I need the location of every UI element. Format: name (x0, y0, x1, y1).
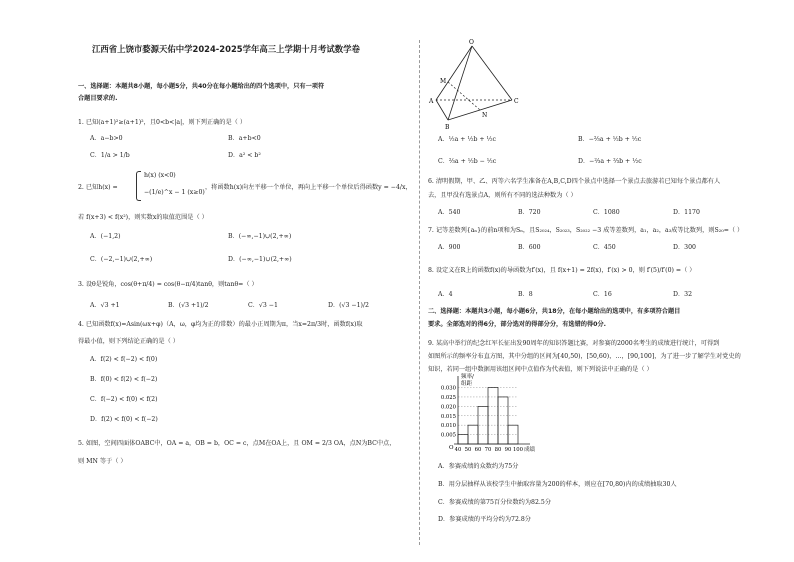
label-c: C (514, 98, 519, 105)
x-axis-label: 成绩 (524, 447, 536, 453)
label-m: M (440, 78, 447, 85)
column-divider (419, 40, 420, 545)
q6-option-c[interactable]: C．1080 (593, 209, 620, 216)
q4-option-b[interactable]: B．f(0) < f(2) < f(−2) (90, 376, 158, 383)
q9-line3: 知识，若同一组中数据用该组区间中点值作为代表值，则下列说法中正确的是（ ） (428, 366, 653, 373)
q7-stem: 7. 记等差数列{aₙ}的前n项和为Sₙ，且S₂₀₂₄，S₂₀₂₃，S₂₀₂₂ −3 成等差数列，a₁，a₂，a₃成等比数列，则S₂₀=（ ） (428, 227, 744, 234)
right-column (428, 0, 748, 562)
q3-option-b[interactable]: B．(√3 +1)/2 (168, 302, 209, 309)
q6-option-b[interactable]: B．720 (518, 209, 541, 216)
section2-heading-line1: 二、选择题：本题共3小题，每小题6分，共18分，在每小题给出的选项中，有多项符合题目 (428, 308, 681, 315)
tetrahedron-figure (428, 38, 528, 134)
q7-option-d[interactable]: D．300 (673, 244, 696, 251)
origin-label: O (449, 445, 454, 451)
q5-option-d[interactable]: D．−⅔a + ⅔b + ½c (578, 158, 642, 165)
q2-post: ，将函数h(x)向左平移一个单位，再向上平移一个单位后得函数y = −4/x， (205, 184, 412, 191)
x-tick-label: 80 (494, 447, 502, 453)
y-axis-label: 频率/ (461, 374, 474, 380)
label-b: B (445, 124, 450, 131)
section1-heading-line1: 一、选择题：本题共8小题，每小题5分，共40分在每小题给出的四个选项中，只有一项符 (78, 83, 325, 90)
q4-line2: 得最小值，则下列结论正确的是（ ） (78, 338, 179, 345)
q8-option-b[interactable]: B．8 (518, 291, 533, 298)
q9-line1: 9. 某高中举行的纪念红军长征出发90周年的知识答题比赛，对参赛的2000名考生的成绩进行统计，可得到 (428, 340, 720, 347)
x-tick-label: 70 (484, 447, 492, 453)
q4-line1: 4. 已知函数f(x)=Asin(ωx+φ)（A，ω，φ均为正的常数）的最小正周期为π，当x=2π/3时，函数f(x)取 (78, 321, 363, 328)
q6-line1: 6. 清明假期，甲、乙、丙等六名学生准备在A,B,C,D四个景点中选择一个景点去旅游若已知每个景点都有人 (428, 178, 721, 185)
histogram-bar (498, 397, 508, 444)
q5-option-c[interactable]: C．⅔a + ½b − ½c (438, 158, 497, 165)
q4-option-c[interactable]: C．f(−2) < f(0) < f(2) (90, 396, 158, 403)
q2-brace (136, 171, 141, 201)
q6-line2: 去，且甲没有选景点A，则所有不同的选法种数为（ ） (428, 192, 577, 199)
q2-piece2: −(1/e)^x − 1 (x≥0) (144, 189, 205, 196)
page-title: 江西省上饶市婺源天佑中学2024-2025学年高三上学期十月考试数学卷 (92, 44, 360, 54)
q4-option-a[interactable]: A．f(2) < f(−2) < f(0) (90, 356, 158, 363)
x-tick-label: 50 (464, 447, 472, 453)
q7-option-b[interactable]: B．600 (518, 244, 541, 251)
q2-option-b[interactable]: B．(−∞,−1)∪(2,+∞) (228, 233, 292, 240)
q1-option-b[interactable]: B．a+b<0 (228, 135, 261, 142)
q1-option-c[interactable]: C．1/a > 1/b (90, 152, 130, 159)
q5-line1: 5. 如图，空间四面体OABC中，OA = a，OB = b，OC = c，点M在OA上，且 OM = 2/3 OA，点N为BC中点， (78, 440, 396, 447)
q7-option-c[interactable]: C．450 (593, 244, 616, 251)
x-tick-label: 60 (474, 447, 482, 453)
edge-oc (472, 46, 512, 100)
q8-option-c[interactable]: C．16 (593, 291, 612, 298)
q6-option-a[interactable]: A．540 (438, 209, 461, 216)
q9-option-a[interactable]: A．参赛成绩的众数约为75分 (438, 463, 519, 470)
y-tick-label: 0.005 (440, 432, 456, 439)
label-o: O (469, 39, 474, 46)
y-tick-label: 0.015 (440, 413, 456, 420)
q9-line2: 如图所示的频率分布直方图，其中分组的区间为[40,50)，[50,60)，…，[90,100]，为了进一步了解学生对党史的 (428, 353, 741, 360)
edge-ob (448, 46, 472, 120)
q1-option-d[interactable]: D．a² < b² (228, 152, 261, 159)
x-tick-labels (455, 447, 524, 453)
q2-line2: 若 f(x+3) < f(x²)，则实数x的取值范围是（ ） (78, 214, 208, 221)
y-tick-label: 0.010 (440, 423, 456, 430)
left-column (78, 0, 414, 562)
q8-option-a[interactable]: A．4 (438, 291, 453, 298)
edge-oa (436, 46, 472, 100)
q2-option-c[interactable]: C．(−2,−1)∪(2,+∞) (90, 256, 153, 263)
q8-option-d[interactable]: D．32 (673, 291, 693, 298)
y-tick-labels (441, 386, 457, 439)
y-axis-label-2: 组距 (461, 381, 473, 387)
x-tick-label: 100 (512, 447, 524, 453)
section1-heading-line2: 合题目要求的. (78, 95, 118, 102)
x-tick-label: 40 (454, 447, 462, 453)
x-tick-label: 90 (504, 447, 512, 453)
q3-option-d[interactable]: D．(√3 −1)/2 (328, 302, 369, 309)
q3-option-a[interactable]: A．√3 +1 (90, 302, 120, 309)
y-tick-label: 0.025 (440, 394, 456, 401)
q2-piece1: h(x) (x<0) (144, 172, 176, 179)
q1-stem: 1. 已知(a+1)²≥(a+1)²，且0<b<|a|，则下列正确的是（ ） (78, 119, 247, 126)
q9-option-d[interactable]: D．参赛成绩的平均分约为72.8分 (438, 516, 531, 523)
q9-option-c[interactable]: C．参赛成绩的第75百分位数约为82.5分 (438, 499, 552, 506)
y-tick-label: 0.020 (440, 404, 456, 411)
histogram-bar (458, 435, 468, 444)
q6-option-d[interactable]: D．1170 (673, 209, 700, 216)
q2-option-d[interactable]: D．(−∞,−1)∪(2,+∞) (228, 256, 292, 263)
label-a: A (429, 98, 434, 105)
q5-option-b[interactable]: B．−⅔a + ½b + ½c (578, 136, 642, 143)
q5-option-a[interactable]: A．½a + ½b + ½c (438, 136, 496, 143)
label-n: N (482, 112, 488, 119)
q5-line2: 则 MN 等于（ ） (78, 458, 127, 465)
y-tick-label: 0.030 (440, 385, 456, 392)
q8-stem: 8. 设定义在R上的函数f(x)的导函数为f′(x)，且 f(x+1) = 2f(x)，f′(x) > 0，则 f′(5)/f′(0) =（ ） (428, 267, 696, 274)
edge-ab (436, 100, 448, 120)
q1-option-a[interactable]: A．a−b>0 (90, 135, 123, 142)
q3-stem: 3. 设θ是锐角，cos(θ+π/4) = cos(θ−π/4)tanθ，则tanθ=（ ） (78, 281, 258, 288)
q2-pre: 2. 已知h(x) = (78, 184, 118, 191)
q9-option-b[interactable]: B．用分层抽样从该校学生中抽取容量为200的样本，则应在[70,80)内的成绩抽取30人 (438, 481, 677, 488)
q7-option-a[interactable]: A．900 (438, 244, 461, 251)
q2-option-a[interactable]: A．(−1,2) (90, 233, 121, 240)
frequency-histogram (428, 372, 558, 458)
q4-option-d[interactable]: D．f(2) < f(0) < f(−2) (90, 416, 158, 423)
q3-option-c[interactable]: C．√3 −1 (248, 302, 278, 309)
section2-heading-line2: 要求。全部选对的得6分，部分选对的得部分分，有选错的得0分. (428, 321, 607, 328)
